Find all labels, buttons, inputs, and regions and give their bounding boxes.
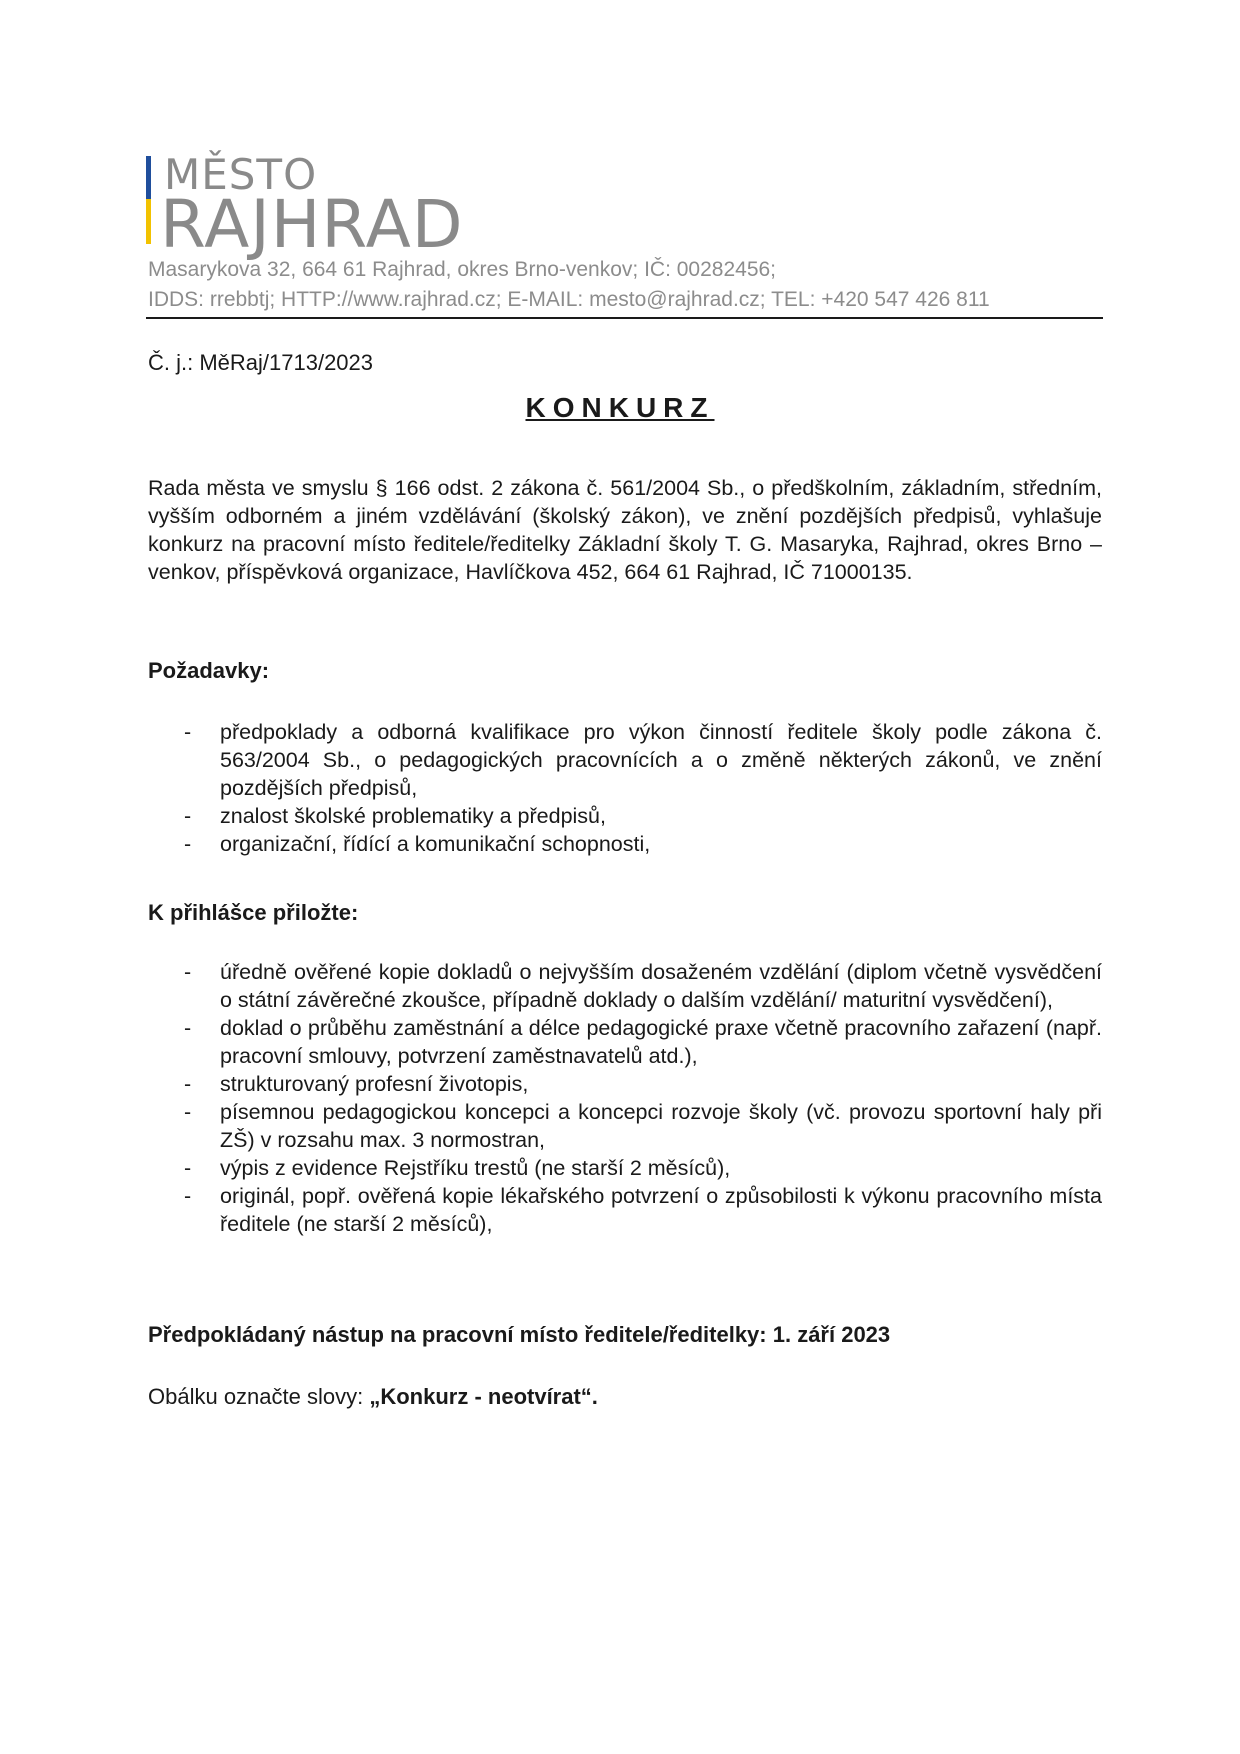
list-item-text: písemnou pedagogickou koncepci a koncepci rozvoje školy (vč. provozu sportovní haly při ZŠ) v rozsahu max. 3 normostran,: [220, 1100, 1102, 1152]
list-bullet: -: [184, 720, 192, 744]
envelope-label: „Konkurz - neotvírat“.: [369, 1384, 598, 1409]
attachments-heading: K přihlášce přiložte:: [148, 900, 359, 925]
reference-number: Č. j.: MěRaj/1713/2023: [148, 350, 374, 375]
envelope-prefix: Obálku označte slovy:: [148, 1384, 370, 1409]
list-item-text: strukturovaný profesní životopis,: [220, 1072, 529, 1096]
requirements-list: [148, 718, 1102, 858]
list-item-text: úředně ověřené kopie dokladů o nejvyšším dosaženém vzdělání (diplom včetně vysvědčení o státní závěrečné zkoušce, případně doklady o dalším vzdělání/ maturitní vysvědčení),: [220, 960, 1102, 1012]
list-item: [148, 958, 1102, 1014]
logo-text-rajhrad: RAJHRAD: [160, 186, 464, 263]
requirements-heading: Požadavky:: [148, 658, 270, 683]
list-item-text: originál, popř. ověřená kopie lékařského potvrzení o způsobilosti k výkonu pracovního místa ředitele (ne starší 2 měsíců),: [220, 1184, 1102, 1236]
list-item: [148, 830, 1102, 858]
city-logo: [146, 150, 566, 263]
list-item: [148, 1070, 1102, 1098]
list-bullet: -: [184, 1184, 192, 1208]
list-bullet: -: [184, 1072, 192, 1096]
list-item: [148, 1014, 1102, 1070]
list-item-text: doklad o průběhu zaměstnání a délce pedagogické praxe včetně pracovního zařazení (např. pracovní smlouvy, potvrzení zaměstnavatelů atd.),: [220, 1016, 1102, 1068]
document-title: KONKURZ: [525, 392, 715, 423]
list-bullet: -: [184, 804, 192, 828]
list-item: [148, 1182, 1102, 1238]
logo-text-mesto: MĚSTO: [164, 150, 318, 199]
list-item-text: předpoklady a odborná kvalifikace pro výkon činností ředitele školy podle zákona č. 563/2004 Sb., o pedagogických pracovnících a o změně některých zákonů, ve znění pozdějších předpisů,: [220, 720, 1102, 800]
list-bullet: -: [184, 1100, 192, 1124]
list-item: [148, 1154, 1102, 1182]
list-bullet: -: [184, 832, 192, 856]
list-item-text: výpis z evidence Rejstříku trestů (ne starší 2 měsíců),: [220, 1156, 731, 1180]
list-bullet: -: [184, 1016, 192, 1040]
list-item: [148, 802, 1102, 830]
list-bullet: -: [184, 960, 192, 984]
list-item: [148, 1098, 1102, 1154]
list-item-text: znalost školské problematiky a předpisů,: [220, 804, 606, 828]
address-line-1: Masarykova 32, 664 61 Rajhrad, okres Brno-venkov; IČ: 00282456;: [148, 258, 777, 281]
intro-paragraph: Rada města ve smyslu § 166 odst. 2 zákona č. 561/2004 Sb., o předškolním, základním, středním, vyšším odborném a jiném vzdělávání (školský zákon), ve znění pozdějších předpisů, vyhlašuje konkurz na pracovní místo ředitele/ředitelky Základní školy T. G. Masaryka, Rajhrad, okres Brno – venkov, příspěvková organizace, Havlíčkova 452, 664 61 Rajhrad, IČ 71000135.: [148, 476, 1102, 584]
logo-yellow-bar: [146, 199, 151, 244]
envelope-instruction: [148, 1384, 598, 1410]
list-item-text: organizační, řídící a komunikační schopnosti,: [220, 832, 651, 856]
list-item: [148, 718, 1102, 802]
attachments-list: [148, 958, 1102, 1238]
logo-blue-bar: [146, 156, 151, 199]
list-bullet: -: [184, 1156, 192, 1180]
start-date: Předpokládaný nástup na pracovní místo ředitele/ředitelky: 1. září 2023: [148, 1322, 891, 1347]
header-divider: [146, 317, 1103, 319]
contact-line: IDDS: rrebbtj; HTTP://www.rajhrad.cz; E-MAIL: mesto@rajhrad.cz; TEL: +420 547 426 811: [148, 288, 990, 311]
